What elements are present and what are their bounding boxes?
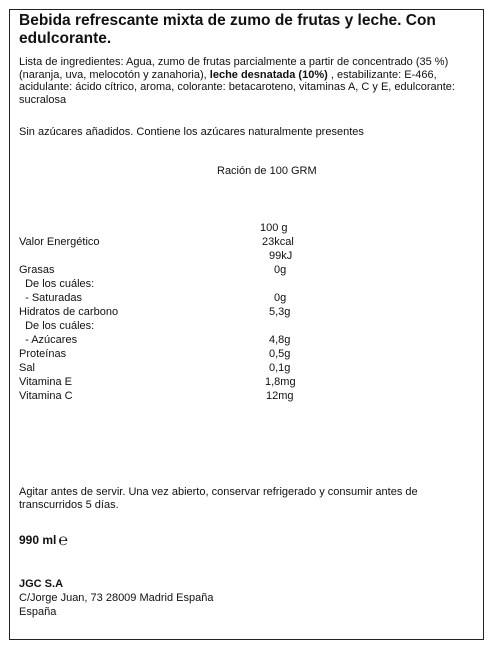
ingredients-prefix: Lista de ingredientes: Agua, zumo de frutas parcialmente a partir de concentrado (35 %) (naranja, uva, melocotón y zanahoria),	[19, 56, 449, 81]
nutrient-value: 5,3g	[269, 306, 291, 318]
company-country: España	[19, 606, 57, 618]
estimated-sign-icon: ℮	[58, 532, 68, 549]
nutrient-label: De los cuáles:	[19, 320, 95, 332]
ingredients-text	[19, 56, 479, 106]
net-quantity	[19, 533, 68, 547]
nutrient-label: De los cuáles:	[19, 278, 95, 290]
energy-kj: 99kJ	[269, 250, 293, 262]
nutrient-value: 0g	[274, 264, 287, 276]
company-address: C/Jorge Juan, 73 28009 Madrid España	[19, 592, 214, 604]
column-header: 100 g	[260, 222, 288, 234]
nutrient-label: - Saturadas	[19, 292, 82, 304]
nutrient-label: Sal	[19, 362, 35, 374]
nutrient-label: Grasas	[19, 264, 55, 276]
nutrient-value: 4,8g	[269, 334, 291, 346]
nutrient-value: 0,1g	[269, 362, 291, 374]
nutrient-value: 1,8mg	[265, 376, 296, 388]
portion-label: Ración de 100 GRM	[217, 165, 317, 177]
company-name: JGC S.A	[19, 578, 64, 590]
energy-kcal: 23kcal	[262, 236, 294, 248]
nutrient-label: Hidratos de carbono	[19, 306, 119, 318]
storage-instructions: Agitar antes de servir. Una vez abierto, conservar refrigerado y consumir antes de transcurridos 5 días.	[19, 486, 418, 511]
ingredients-highlight: leche desnatada (10%)	[209, 68, 328, 81]
nutrient-value: 0g	[274, 292, 287, 304]
nutrient-label: - Azúcares	[19, 334, 78, 346]
nutrient-label: Vitamina E	[19, 376, 72, 388]
ingredients-suffix: , estabilizante: E-466, acidulante: ácido cítrico, aroma, colorante: betacaroteno, vitaminas A, C y E, edulcorante: sucralosa	[19, 68, 455, 106]
quantity-value: 990 ml	[19, 533, 57, 547]
nutrient-label: Proteínas	[19, 348, 67, 360]
nutrient-label: Vitamina C	[19, 390, 73, 402]
nutrient-value: 12mg	[266, 390, 294, 402]
sugar-note: Sin azúcares añadidos. Contiene los azúcares naturalmente presentes	[19, 126, 364, 138]
energy-label: Valor Energético	[19, 236, 100, 248]
nutrient-value: 0,5g	[269, 348, 291, 360]
product-title: Bebida refrescante mixta de zumo de frutas y leche. Con edulcorante.	[19, 12, 436, 47]
